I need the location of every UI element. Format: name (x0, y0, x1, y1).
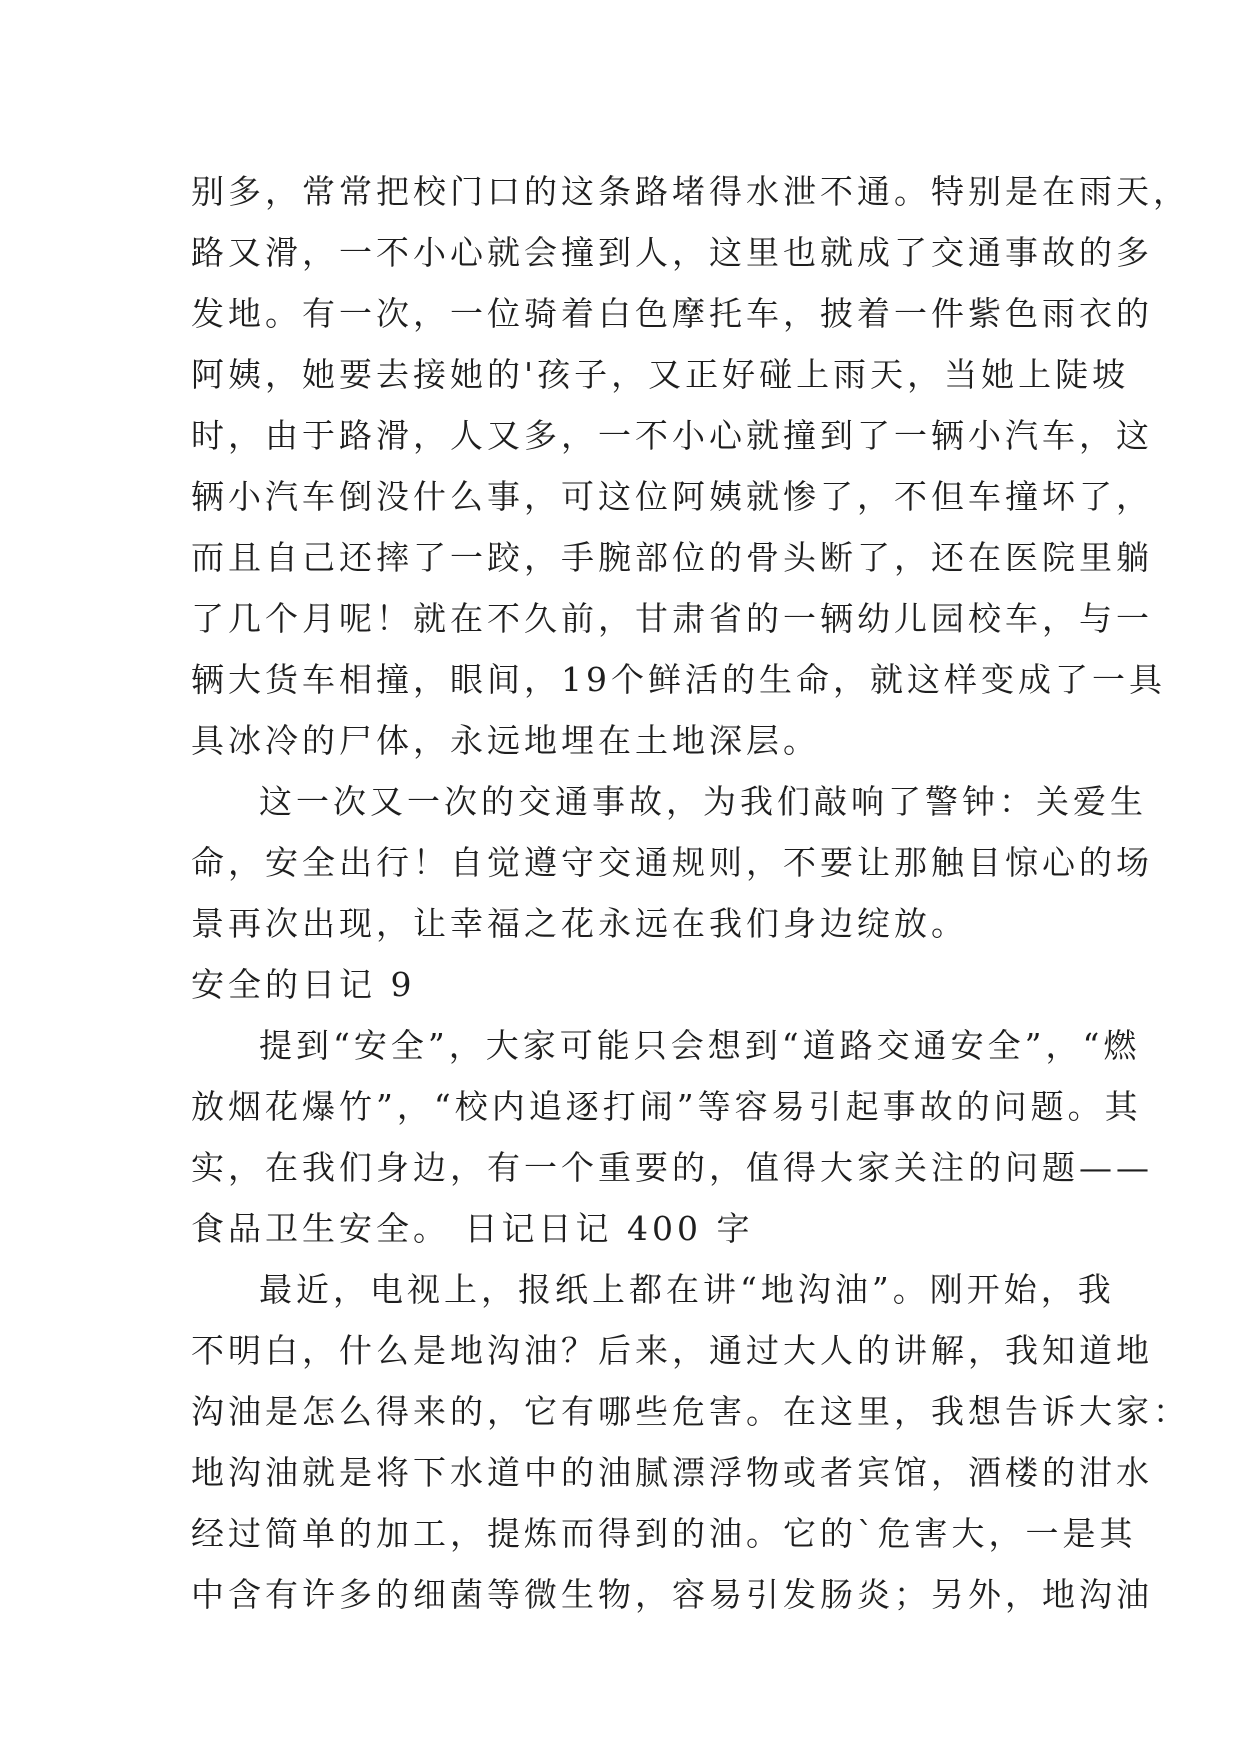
text-line: 沟油是怎么得来的，它有哪些危害。在这里，我想告诉大家： (191, 1392, 1190, 1431)
text-line: 具冰冷的尸体，永远地埋在土地深层。 (191, 721, 820, 760)
text-line: 放烟花爆竹”，“校内追逐打闹”等容易引起事故的问题。其 (191, 1087, 1142, 1126)
document-body (191, 161, 1190, 1625)
text-line: 景再次出现，让幸福之花永远在我们身边绽放。 (191, 904, 968, 943)
text-line: 了几个月呢！就在不久前，甘肃省的一辆幼儿园校车，与一 (191, 599, 1153, 638)
text-line: 而且自己还摔了一跤，手腕部位的骨头断了，还在医院里躺 (191, 538, 1153, 577)
paragraph-start-line: 这一次又一次的交通事故，为我们敲响了警钟：关爱生 (259, 782, 1147, 821)
text-line: 实，在我们身边，有一个重要的，值得大家关注的问题—— (191, 1148, 1153, 1187)
text-line: 中含有许多的细菌等微生物，容易引发肠炎；另外，地沟油 (191, 1575, 1153, 1614)
section-heading: 安全的日记 9 (191, 965, 416, 1004)
text-line: 不明白，什么是地沟油？后来，通过大人的讲解，我知道地 (191, 1331, 1153, 1370)
text-line: 时，由于路滑，人又多，一不小心就撞到了一辆小汽车，这 (191, 416, 1153, 455)
text-line: 别多，常常把校门口的这条路堵得水泄不通。特别是在雨天， (191, 172, 1190, 211)
text-line: 阿姨，她要去接她的'孩子，又正好碰上雨天，当她上陡坡 (191, 355, 1130, 394)
paragraph-start-line: 提到“安全”，大家可能只会想到“道路交通安全”，“燃 (259, 1026, 1141, 1065)
text-line: 地沟油就是将下水道中的油腻漂浮物或者宾馆，酒楼的泔水 (191, 1453, 1153, 1492)
text-line: 发地。有一次，一位骑着白色摩托车，披着一件紫色雨衣的 (191, 294, 1153, 333)
text-line: 辆大货车相撞，眼间，19个鲜活的生命，就这样变成了一具 (191, 660, 1166, 699)
text-line: 辆小汽车倒没什么事，可这位阿姨就惨了，不但车撞坏了， (191, 477, 1153, 516)
text-line: 经过简单的加工，提炼而得到的油。它的`危害大，一是其 (191, 1514, 1137, 1553)
text-line: 食品卫生安全。 日记日记 400 字 (191, 1209, 754, 1248)
text-line: 命，安全出行！自觉遵守交通规则，不要让那触目惊心的场 (191, 843, 1153, 882)
text-line: 路又滑，一不小心就会撞到人，这里也就成了交通事故的多 (191, 233, 1153, 272)
paragraph-start-line: 最近，电视上，报纸上都在讲“地沟油”。刚开始，我 (259, 1270, 1115, 1309)
